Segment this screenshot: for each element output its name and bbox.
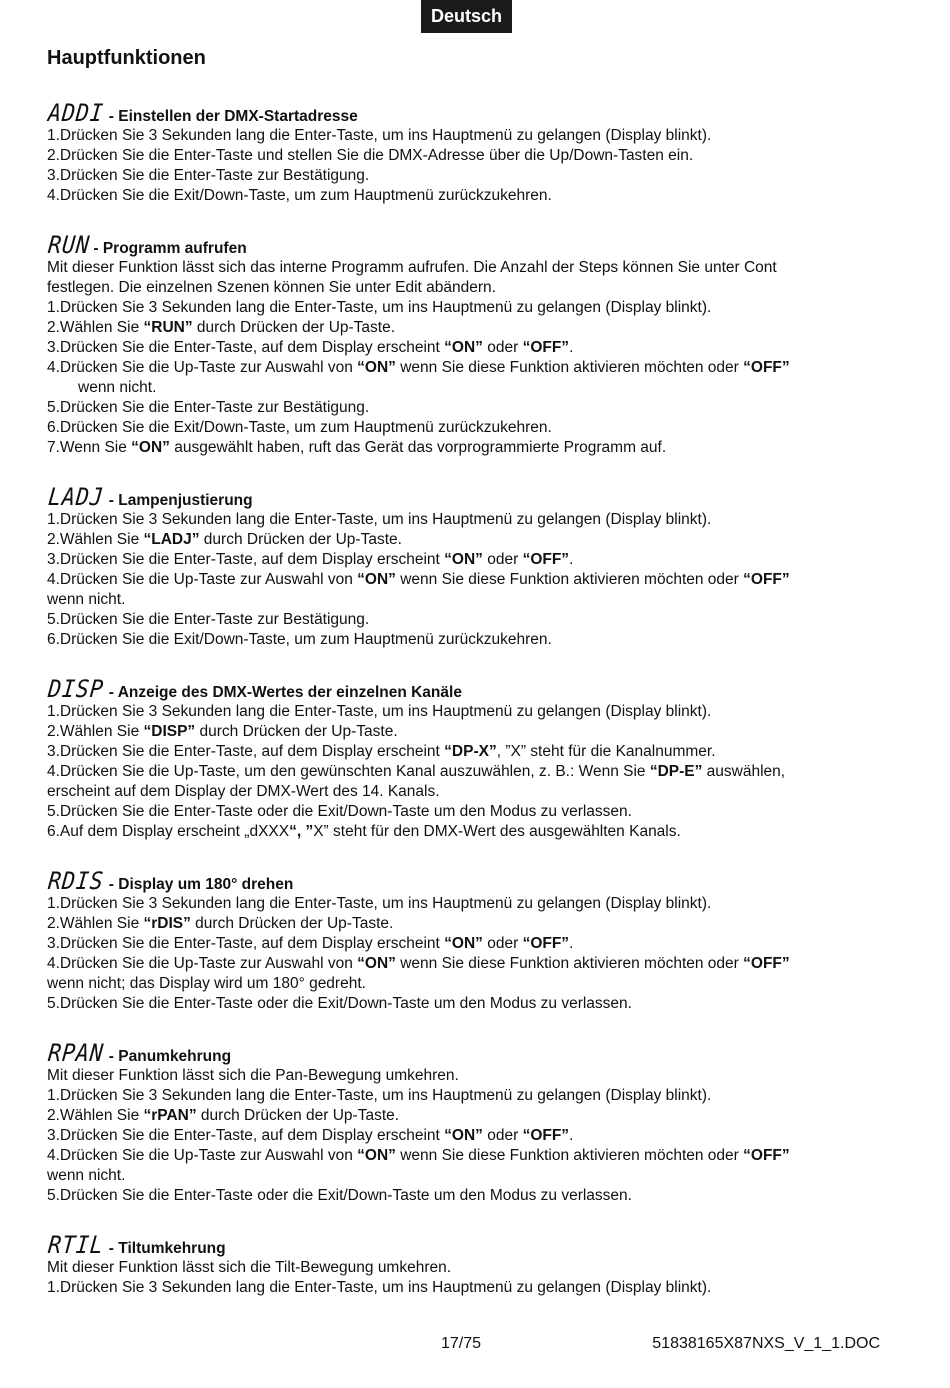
instruction-line: 2.Wählen Sie “LADJ” durch Drücken der Up-Taste. (47, 531, 402, 548)
instruction-line: 1.Drücken Sie 3 Sekunden lang die Enter-Taste, um ins Hauptmenü zu gelangen (Display blinkt). (47, 895, 712, 912)
section-heading (47, 226, 887, 258)
section-title: - Panumkehrung (108, 1048, 232, 1065)
instruction-line: 5.Drücken Sie die Enter-Taste zur Bestätigung. (47, 399, 370, 416)
section-tilt-reverse (47, 1226, 887, 1298)
instruction-line: 2.Wählen Sie “rPAN” durch Drücken der Up-Taste. (47, 1107, 400, 1124)
page-number: 17/75 (441, 1335, 482, 1352)
main-content (47, 94, 887, 1318)
section-heading (47, 1226, 887, 1258)
instruction-line: 1.Drücken Sie 3 Sekunden lang die Enter-Taste, um ins Hauptmenü zu gelangen (Display blinkt). (47, 1087, 712, 1104)
section-run-program (47, 226, 887, 458)
lcd-code: LADJ (46, 483, 106, 511)
instruction-line: 3.Drücken Sie die Enter-Taste, auf dem Display erscheint “ON” oder “OFF”. (47, 935, 574, 952)
section-heading (47, 862, 887, 894)
instruction-line: 6.Drücken Sie die Exit/Down-Taste, um zum Hauptmenü zurückzukehren. (47, 419, 552, 436)
instruction-line: 3.Drücken Sie die Enter-Taste, auf dem Display erscheint “DP-X”, ”X” steht für die Kanalnummer. (47, 743, 716, 760)
instruction-line: 2.Wählen Sie “DISP” durch Drücken der Up-Taste. (47, 723, 398, 740)
instruction-line: 3.Drücken Sie die Enter-Taste, auf dem Display erscheint “ON” oder “OFF”. (47, 551, 574, 568)
instruction-line: 1.Drücken Sie 3 Sekunden lang die Enter-Taste, um ins Hauptmenü zu gelangen (Display blinkt). (47, 299, 712, 316)
instruction-line: 6.Drücken Sie die Exit/Down-Taste, um zum Hauptmenü zurückzukehren. (47, 631, 552, 648)
instruction-line: 3.Drücken Sie die Enter-Taste zur Bestätigung. (47, 167, 370, 184)
section-title: - Lampenjustierung (108, 492, 253, 509)
instruction-line: 4.Drücken Sie die Up-Taste zur Auswahl von “ON” wenn Sie diese Funktion aktivieren möchten oder “OFF” (47, 1147, 790, 1164)
instruction-line: 6.Auf dem Display erscheint „dXXX“, ”X” steht für den DMX-Wert des ausgewählten Kanals. (47, 823, 681, 840)
instruction-line: wenn nicht; das Display wird um 180° gedreht. (47, 975, 366, 992)
instruction-line: Mit dieser Funktion lässt sich die Tilt-Bewegung umkehren. (47, 1259, 452, 1276)
lcd-code: ADDI (46, 99, 106, 127)
document-id: 51838165X87NXS_V_1_1.DOC (652, 1335, 880, 1352)
section-heading (47, 1034, 887, 1066)
instruction-line: Mit dieser Funktion lässt sich die Pan-Bewegung umkehren. (47, 1067, 459, 1084)
instruction-line: 5.Drücken Sie die Enter-Taste oder die Exit/Down-Taste um den Modus zu verlassen. (47, 803, 632, 820)
instruction-line: 7.Wenn Sie “ON” ausgewählt haben, ruft das Gerät das vorprogrammierte Programm auf. (47, 439, 667, 456)
instruction-line: 4.Drücken Sie die Up-Taste zur Auswahl von “ON” wenn Sie diese Funktion aktivieren möchten oder “OFF” (47, 571, 790, 588)
page-title: Hauptfunktionen (47, 47, 206, 69)
lcd-code: RDIS (46, 867, 106, 895)
instruction-line: 5.Drücken Sie die Enter-Taste oder die Exit/Down-Taste um den Modus zu verlassen. (47, 995, 632, 1012)
lcd-code: RTIL (46, 1231, 106, 1259)
section-lamp-adjust (47, 478, 887, 650)
section-pan-reverse (47, 1034, 887, 1206)
lcd-code: RPAN (46, 1039, 106, 1067)
instruction-line: festlegen. Die einzelnen Szenen können Sie unter Edit abändern. (47, 279, 496, 296)
instruction-line: 4.Drücken Sie die Exit/Down-Taste, um zum Hauptmenü zurückzukehren. (47, 187, 552, 204)
instruction-line: 2.Drücken Sie die Enter-Taste und stellen Sie die DMX-Adresse über die Up/Down-Tasten ein. (47, 147, 694, 164)
instruction-line: wenn nicht. (47, 1167, 126, 1184)
instruction-line: 2.Wählen Sie “RUN” durch Drücken der Up-Taste. (47, 319, 396, 336)
section-title: - Anzeige des DMX-Wertes der einzelnen Kanäle (108, 684, 462, 701)
instruction-line: erscheint auf dem Display der DMX-Wert des 14. Kanals. (47, 783, 440, 800)
section-heading (47, 670, 887, 702)
language-badge: Deutsch (421, 0, 512, 33)
instruction-line: 4.Drücken Sie die Up-Taste, um den gewünschten Kanal auszuwählen, z. B.: Wenn Sie “DP-E” auswählen, (47, 763, 786, 780)
instruction-line: 3.Drücken Sie die Enter-Taste, auf dem Display erscheint “ON” oder “OFF”. (47, 1127, 574, 1144)
section-title: - Tiltumkehrung (108, 1240, 226, 1257)
instruction-line-continued: wenn nicht. (78, 379, 157, 396)
section-heading (47, 478, 887, 510)
lcd-code: RUN (46, 231, 92, 259)
section-display-rotate (47, 862, 887, 1014)
section-title: - Einstellen der DMX-Startadresse (108, 108, 358, 125)
instruction-line: 3.Drücken Sie die Enter-Taste, auf dem Display erscheint “ON” oder “OFF”. (47, 339, 574, 356)
section-title: - Display um 180° drehen (108, 876, 294, 893)
lcd-code: DISP (46, 675, 106, 703)
instruction-line: wenn nicht. (47, 591, 126, 608)
instruction-line: 5.Drücken Sie die Enter-Taste oder die Exit/Down-Taste um den Modus zu verlassen. (47, 1187, 632, 1204)
section-title: - Programm aufrufen (93, 240, 247, 257)
instruction-line: 1.Drücken Sie 3 Sekunden lang die Enter-Taste, um ins Hauptmenü zu gelangen (Display blinkt). (47, 127, 712, 144)
instruction-line: 4.Drücken Sie die Up-Taste zur Auswahl von “ON” wenn Sie diese Funktion aktivieren möchten oder “OFF” (47, 955, 790, 972)
instruction-line: 1.Drücken Sie 3 Sekunden lang die Enter-Taste, um ins Hauptmenü zu gelangen (Display blinkt). (47, 703, 712, 720)
instruction-line: 4.Drücken Sie die Up-Taste zur Auswahl von “ON” wenn Sie diese Funktion aktivieren möchten oder “OFF” (47, 359, 790, 376)
instruction-line: Mit dieser Funktion lässt sich das interne Programm aufrufen. Die Anzahl der Steps können Sie unter Cont (47, 259, 777, 276)
section-dmx-display (47, 670, 887, 842)
section-dmx-start-address (47, 94, 887, 206)
section-heading (47, 94, 887, 126)
instruction-line: 2.Wählen Sie “rDIS” durch Drücken der Up-Taste. (47, 915, 394, 932)
instruction-line: 1.Drücken Sie 3 Sekunden lang die Enter-Taste, um ins Hauptmenü zu gelangen (Display blinkt). (47, 511, 712, 528)
instruction-line: 1.Drücken Sie 3 Sekunden lang die Enter-Taste, um ins Hauptmenü zu gelangen (Display blinkt). (47, 1279, 712, 1296)
instruction-line: 5.Drücken Sie die Enter-Taste zur Bestätigung. (47, 611, 370, 628)
